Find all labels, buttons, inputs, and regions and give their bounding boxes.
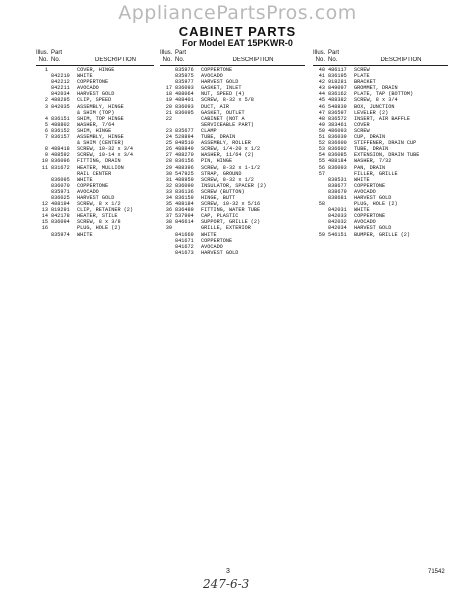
- part-description: SCREW, 10-14 x 3/4: [77, 152, 134, 159]
- part-number: 918281: [328, 79, 347, 86]
- illus-number: 19: [165, 97, 172, 104]
- part-description: WHITE: [77, 176, 93, 183]
- part-number: 836136: [175, 188, 194, 195]
- illus-number: 52: [318, 140, 325, 147]
- part-description: GASKET, OUTLET: [201, 109, 245, 116]
- illus-number: 20: [165, 103, 172, 110]
- part-description: WASHER, 7/64: [77, 121, 115, 128]
- part-description: FILLER, GRILLE: [354, 170, 398, 177]
- part-number: 846614: [175, 219, 194, 226]
- part-number: 836093: [328, 164, 347, 171]
- part-number: 488184: [328, 158, 347, 165]
- part-description: PLUG, HOLE (2): [77, 225, 121, 232]
- column-header: [160, 50, 305, 64]
- illus-number: 41: [318, 73, 325, 80]
- part-number: 836152: [51, 127, 70, 134]
- part-number: 838679: [328, 188, 347, 195]
- header-description: DESCRIPTION: [94, 57, 136, 63]
- part-number: 488401: [175, 97, 194, 104]
- parts-column-1: [36, 50, 154, 238]
- part-description: SCREW (BUTTON): [201, 188, 245, 195]
- part-number: 836095: [175, 109, 194, 116]
- parts-list: [313, 67, 448, 238]
- part-description: COPPERTONE: [201, 67, 233, 73]
- part-description: SHIM, TOP HINGE: [77, 115, 124, 122]
- part-description: GROMMET, DRAIN: [354, 85, 398, 92]
- part-description: WHITE: [77, 231, 93, 238]
- illus-number: 2: [44, 97, 48, 104]
- part-number: 838681: [328, 194, 347, 201]
- illus-number: 32: [165, 182, 172, 189]
- part-number: 488064: [175, 91, 194, 98]
- part-number: 528894: [175, 134, 194, 141]
- part-number: 836025: [51, 194, 70, 201]
- illus-number: 12: [41, 201, 48, 208]
- illus-number: 48: [318, 115, 325, 122]
- part-description: HARVEST GOLD: [354, 194, 392, 201]
- part-description: COPPERTONE: [201, 237, 233, 244]
- illus-number: 54: [318, 152, 325, 159]
- part-description: HARVEST GOLD: [77, 194, 115, 201]
- part-number: 383461: [328, 121, 347, 128]
- part-number: 836600: [328, 140, 347, 147]
- parts-list: [36, 67, 154, 238]
- illus-number: 50: [318, 127, 325, 134]
- illus-number: 23: [165, 127, 172, 134]
- part-description: WHITE: [201, 231, 217, 238]
- part-description: INSULATOR, SPACER (2): [201, 182, 267, 189]
- part-number: 836085: [328, 152, 347, 159]
- illus-number: 21: [165, 109, 172, 116]
- illus-number: 35: [165, 201, 172, 208]
- part-number: 842178: [51, 213, 70, 220]
- header-illus: Illus.: [160, 50, 173, 56]
- illus-number: 39: [165, 225, 172, 232]
- part-number: 488194: [51, 201, 70, 208]
- part-description: GRILLE, EXTERIOR: [201, 225, 251, 232]
- part-number: 835971: [51, 188, 70, 195]
- part-number: 488382: [328, 97, 347, 104]
- illus-number: 59: [318, 231, 325, 238]
- part-number: 836597: [328, 109, 347, 116]
- part-description: SCREW, 8 x 3/4: [354, 97, 398, 104]
- illus-number: 3: [44, 103, 48, 110]
- part-number: 835974: [51, 231, 70, 238]
- illus-number: 28: [165, 158, 172, 165]
- part-number: 842033: [328, 213, 347, 220]
- illus-number: 45: [318, 97, 325, 104]
- part-description: AVOCADO: [354, 219, 376, 226]
- illus-number: 24: [165, 134, 172, 141]
- part-number: 838677: [328, 182, 347, 189]
- part-number: 488592: [51, 152, 70, 159]
- header-no2: No.: [328, 57, 338, 63]
- part-description: PLATE: [354, 73, 370, 80]
- illus-number: 36: [165, 207, 172, 214]
- part-description: TUBE, DRAIN: [201, 134, 236, 141]
- part-description: & SHIM (TOP): [77, 109, 115, 116]
- part-description: HINGE, BUTT: [201, 194, 236, 201]
- handwritten-note: 247-6-3: [203, 577, 250, 591]
- part-number: 836070: [51, 182, 70, 189]
- part-number: 836094: [51, 219, 70, 226]
- header-description: DESCRIPTION: [232, 57, 274, 63]
- part-number: 836096: [51, 158, 70, 165]
- illus-number: 7: [44, 134, 48, 141]
- illus-number: 25: [165, 140, 172, 147]
- part-number: 842032: [328, 219, 347, 226]
- part-description: HARVEST GOLD: [201, 79, 239, 86]
- part-description: SCREW, 8 x 1/2: [77, 201, 121, 208]
- illus-number: 18: [165, 91, 172, 98]
- part-number: 546151: [328, 231, 347, 238]
- part-number: 488184: [175, 201, 194, 208]
- illus-number: [160, 250, 172, 256]
- part-description: LEVELER (2): [354, 109, 389, 116]
- part-description: GASKET, INLET: [201, 85, 242, 92]
- parts-row: [36, 232, 154, 238]
- part-description: COPPERTONE: [77, 79, 109, 86]
- part-number: 836572: [328, 115, 347, 122]
- header-part: Part: [328, 50, 340, 56]
- parts-list: [160, 67, 305, 256]
- part-number: 488270: [175, 152, 194, 159]
- part-description: AVOCADO: [201, 73, 223, 80]
- illus-number: 13: [41, 207, 48, 214]
- part-description: SHIM, HINGE: [77, 127, 112, 134]
- part-description: SCREW, 8-32 x 1/2: [201, 176, 254, 183]
- illus-number: 51: [318, 134, 325, 141]
- header-illus: Illus.: [313, 50, 326, 56]
- illus-number: 27: [165, 152, 172, 159]
- part-description: AVOCADO: [201, 243, 223, 250]
- part-number: 488802: [51, 121, 70, 128]
- header-part: Part: [51, 50, 63, 56]
- part-description: COPPERTONE: [354, 213, 386, 220]
- part-description: HEATER, STILE: [77, 213, 118, 220]
- part-description: NUT, SPEED (4): [201, 91, 245, 98]
- part-number: 836095: [51, 176, 70, 183]
- illus-number: 4: [44, 115, 48, 122]
- part-description: FITTING, DRAIN: [77, 158, 121, 165]
- part-description: SCREW, 10-32 x 3/4: [77, 146, 134, 153]
- part-description: CLIP, RETAINER (2): [77, 207, 134, 214]
- part-description: CAP, PLASTIC: [201, 213, 239, 220]
- part-number: 841673: [175, 249, 194, 256]
- header-description: DESCRIPTION: [380, 57, 422, 63]
- part-description: BOX, JUNCTION: [354, 103, 395, 110]
- part-description: TUBE, DRAIN: [354, 146, 389, 153]
- part-number: 835976: [175, 67, 194, 73]
- part-number: 835677: [175, 127, 194, 134]
- part-number: 488295: [51, 97, 70, 104]
- illus-number: 34: [165, 194, 172, 201]
- part-number: 836157: [51, 134, 70, 141]
- illus-number: 38: [165, 219, 172, 226]
- column-header: [313, 50, 448, 64]
- part-description: AVOCADO: [77, 85, 99, 92]
- part-number: 836162: [328, 91, 347, 98]
- part-description: HEATER, MULLION: [77, 164, 124, 171]
- watermark: AppliancePartsPros.com: [118, 2, 357, 24]
- part-number: 488849: [175, 146, 194, 153]
- illus-number: 26: [165, 146, 172, 153]
- illus-number: 29: [165, 164, 172, 171]
- part-description: AVOCADO: [77, 188, 99, 195]
- page-title: CABINET PARTS: [178, 24, 297, 39]
- parts-row: [160, 250, 305, 256]
- part-description: AVOCADO: [354, 188, 376, 195]
- part-number: 842211: [51, 85, 70, 92]
- part-description: SCREW, 8-32 x 1-1/2: [201, 164, 261, 171]
- part-number: 548839: [328, 103, 347, 110]
- part-description: PLUG, HOLE (2): [354, 201, 398, 208]
- part-number: 819291: [51, 207, 70, 214]
- part-number: 488959: [175, 176, 194, 183]
- part-number: 836195: [328, 73, 347, 80]
- document-code: 71542: [428, 569, 445, 575]
- part-description: SCREW, 1/4-20 x 1/2: [201, 146, 261, 153]
- part-description: RAIL CENTER: [77, 170, 112, 177]
- part-number: 488396: [175, 164, 194, 171]
- illus-number: 47: [318, 109, 325, 116]
- part-number: 836093: [175, 85, 194, 92]
- illus-number: [36, 232, 48, 238]
- part-description: WHITE: [354, 207, 370, 214]
- part-description: INSERT, AIR BAFFLE: [354, 115, 411, 122]
- illus-number: 58: [318, 201, 325, 208]
- illus-number: 1: [44, 67, 48, 73]
- part-description: CLAMP: [201, 127, 217, 134]
- part-number: 547925: [175, 170, 194, 177]
- illus-number: 57: [318, 170, 325, 177]
- part-description: COVER: [354, 121, 370, 128]
- part-number: 841672: [175, 243, 194, 250]
- part-number: 836602: [328, 146, 347, 153]
- illus-number: 14: [41, 213, 48, 220]
- illus-number: 6: [44, 127, 48, 134]
- model-subtitle: For Model EAT 15PKWR-0: [182, 38, 293, 48]
- illus-number: 11: [41, 164, 48, 171]
- header-no2: No.: [51, 57, 61, 63]
- part-number: 842034: [51, 91, 70, 98]
- header-rule: [313, 65, 448, 66]
- parts-row: [313, 232, 448, 238]
- part-description: DUCT, AIR: [201, 103, 230, 110]
- part-description: BRACKET: [354, 79, 376, 86]
- part-number: 836156: [175, 158, 194, 165]
- illus-number: 40: [318, 67, 325, 73]
- part-description: WHITE: [77, 73, 93, 80]
- illus-number: 49: [318, 121, 325, 128]
- part-number: 836090: [175, 182, 194, 189]
- part-number: 842031: [328, 207, 347, 214]
- illus-number: 42: [318, 79, 325, 86]
- illus-number: 16: [41, 225, 48, 232]
- part-number: 836489: [175, 207, 194, 214]
- part-number: 835975: [175, 73, 194, 80]
- header-rule: [36, 65, 154, 66]
- page-number: 3: [226, 568, 230, 575]
- part-description: SCREW: [354, 67, 370, 73]
- illus-number: 37: [165, 213, 172, 220]
- part-description: ASSEMBLY, ROLLER: [201, 140, 251, 147]
- part-description: ASSEMBLY, HINGE: [77, 134, 124, 141]
- part-number: 537994: [175, 213, 194, 220]
- header-no: No.: [162, 57, 172, 63]
- header-illus: Illus.: [36, 50, 49, 56]
- part-number: 838531: [328, 176, 347, 183]
- header-no: No.: [315, 57, 325, 63]
- part-description: PIN, HINGE: [201, 158, 233, 165]
- header-no2: No.: [175, 57, 185, 63]
- illus-number: 56: [318, 164, 325, 171]
- part-number: 849097: [328, 85, 347, 92]
- part-description: STIFFENER, DRAIN CUP: [354, 140, 417, 147]
- part-description: SERVICEABLE PART): [201, 121, 254, 128]
- part-description: CUP, DRAIN: [354, 134, 386, 141]
- illus-number: 43: [318, 85, 325, 92]
- illus-number: 53: [318, 146, 325, 153]
- part-description: PAN, DRAIN: [354, 164, 386, 171]
- part-description: HARVEST GOLD: [354, 225, 392, 232]
- header-part: Part: [175, 50, 187, 56]
- column-header: [36, 50, 154, 64]
- parts-column-2: [160, 50, 305, 256]
- part-description: PLATE, TAP (BOTTOM): [354, 91, 414, 98]
- part-description: HARVEST GOLD: [201, 249, 239, 256]
- illus-number: 31: [165, 176, 172, 183]
- part-number: 486117: [328, 67, 347, 73]
- part-number: 835977: [175, 79, 194, 86]
- part-number: 836151: [51, 115, 70, 122]
- illus-number: 8: [44, 146, 48, 153]
- part-number: 842035: [51, 103, 70, 110]
- illus-number: 33: [165, 188, 172, 195]
- part-description: SUPPORT, GRILLE (2): [201, 219, 261, 226]
- part-description: WASHER, 11/64 (2): [201, 152, 254, 159]
- illus-number: 46: [318, 103, 325, 110]
- illus-number: 5: [44, 121, 48, 128]
- part-description: SCREW, 8 x 3/8: [77, 219, 121, 226]
- part-number: 486093: [328, 127, 347, 134]
- part-description: SCREW: [354, 127, 370, 134]
- illus-number: 15: [41, 219, 48, 226]
- part-number: 836093: [175, 103, 194, 110]
- illus-number: 9: [44, 152, 48, 159]
- part-number: 842210: [51, 73, 70, 80]
- part-description: BUMPER, GRILLE (2): [354, 231, 411, 238]
- part-description: HARVEST GOLD: [77, 91, 115, 98]
- header-rule: [160, 65, 305, 66]
- part-description: COPPERTONE: [77, 182, 109, 189]
- part-number: 842212: [51, 79, 70, 86]
- part-number: 488418: [51, 146, 70, 153]
- part-description: STRAP, GROUND: [201, 170, 242, 177]
- part-number: 848510: [175, 140, 194, 147]
- part-number: 836039: [328, 134, 347, 141]
- part-description: COVER, HINGE: [77, 67, 115, 73]
- part-description: CABINET (NOT A: [201, 115, 245, 122]
- part-number: 831672: [51, 164, 70, 171]
- illus-number: 55: [318, 158, 325, 165]
- part-number: 836159: [175, 194, 194, 201]
- part-description: FITTING, WATER TUBE: [201, 207, 261, 214]
- header-no: No.: [38, 57, 48, 63]
- part-number: 842034: [328, 225, 347, 232]
- part-description: & SHIM (CENTER): [77, 140, 124, 147]
- illus-number: 17: [165, 85, 172, 92]
- part-description: ASSEMBLY, HINGE: [77, 103, 124, 110]
- part-number: 841669: [175, 231, 194, 238]
- part-description: SCREW, 8-32 x 5/8: [201, 97, 254, 104]
- part-description: COPPERTONE: [354, 182, 386, 189]
- part-description: CLIP, SPEED: [77, 97, 112, 104]
- part-description: WHITE: [354, 176, 370, 183]
- part-description: EXTENSION, DRAIN TUBE: [354, 152, 420, 159]
- part-description: SCREW, 10-32 x 5/16: [201, 201, 261, 208]
- illus-number: 44: [318, 91, 325, 98]
- parts-column-3: [313, 50, 448, 238]
- illus-number: 22: [165, 115, 172, 122]
- illus-number: 10: [41, 158, 48, 165]
- part-description: WASHER, 7/32: [354, 158, 392, 165]
- illus-number: 30: [165, 170, 172, 177]
- part-number: 841671: [175, 237, 194, 244]
